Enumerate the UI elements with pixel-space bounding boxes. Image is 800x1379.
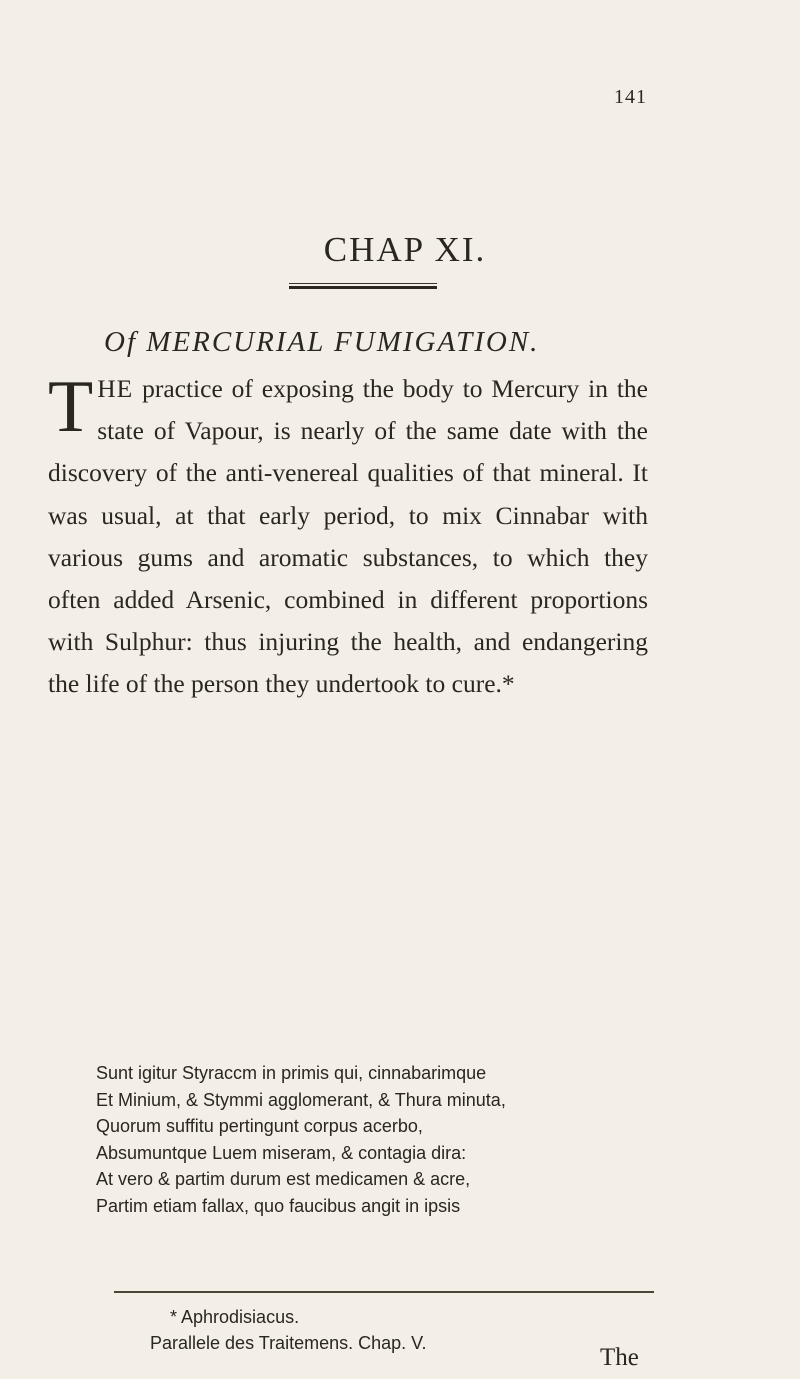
verse-line: Absumuntque Luem miseram, & contagia dira:: [96, 1142, 467, 1163]
latin-verse: [96, 1060, 656, 1219]
drop-cap: T: [48, 366, 94, 448]
footnotes: [150, 1304, 650, 1356]
footnote-line: * Aphrodisiacus.: [170, 1307, 300, 1327]
verse-line: Sunt igitur Styraccm in primis qui, cinnabarimque: [96, 1063, 487, 1083]
heading-rule: [289, 283, 437, 289]
heading-rule-thick: [289, 286, 437, 289]
heading-rule-thin: [289, 283, 437, 284]
page-number: 141: [614, 86, 647, 108]
verse-line: Quorum suffitu pertingunt corpus acerbo,: [96, 1116, 423, 1136]
footnote-rule: [114, 1291, 654, 1293]
verse-line: Partim etiam fallax, quo faucibus angit in ipsis: [96, 1195, 461, 1216]
body-text: practice of exposing the body to Mercury in the state of Vapour, is nearly of the same date with the discovery of the anti-venereal qualities of that mineral. It was usual, at that early period, to mix Cinnabar with various gums and aromatic substances, to which they often added Arsenic, combined in different proportions with Sulphur: thus injuring the health, and endangering the life of the person they undertook to cure.*: [48, 374, 648, 699]
section-title: Of MERCURIAL FUMIGATION.: [104, 326, 540, 358]
footnote-line: Parallele des Traitemens. Chap. V.: [150, 1333, 427, 1353]
verse-line: At vero & partim durum est medicamen & acre,: [96, 1169, 471, 1189]
verse-line: Et Minium, & Stymmi agglomerant, & Thura minuta,: [96, 1089, 506, 1110]
chapter-heading: CHAP XI.: [323, 230, 487, 269]
body-paragraph: [48, 368, 648, 706]
catchword: The: [600, 1344, 639, 1371]
first-word-rest: HE: [97, 374, 134, 403]
